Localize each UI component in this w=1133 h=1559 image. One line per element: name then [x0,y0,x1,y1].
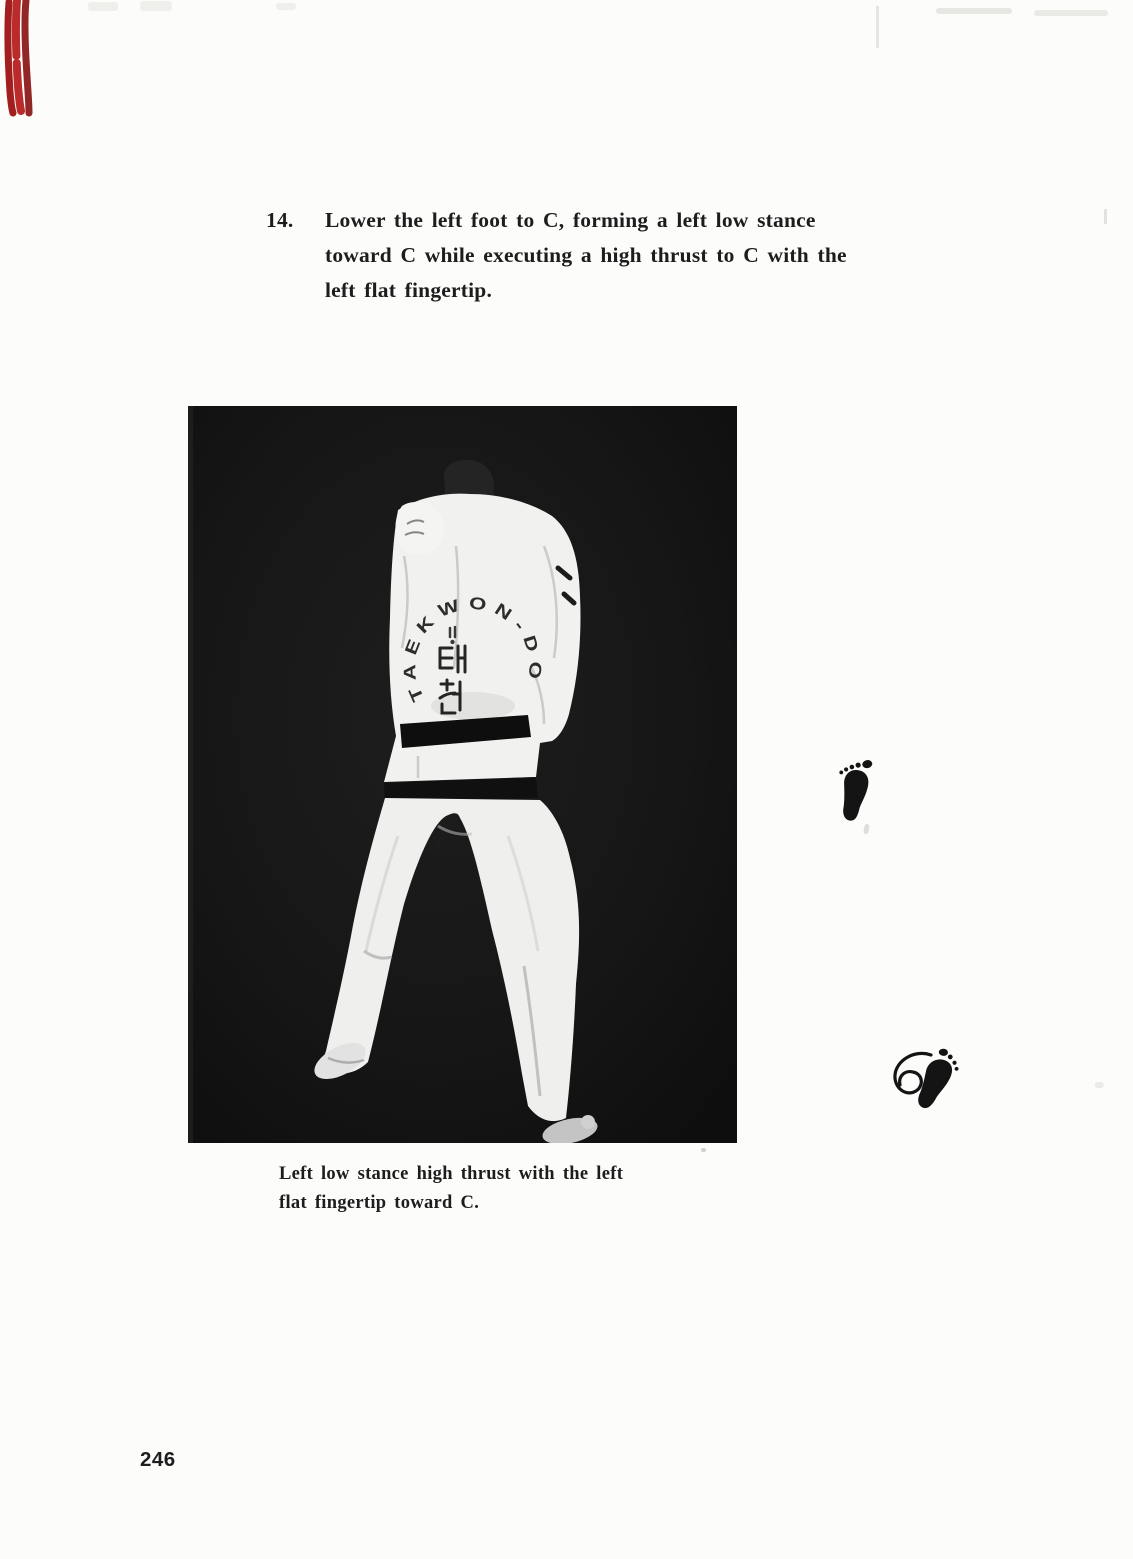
right-edge-mark [1095,1082,1104,1088]
instruction-line: Lower the left foot to C, forming a left low stance [325,208,816,232]
photo-caption [279,1160,699,1217]
red-marker-strokes [3,0,35,120]
jacket-shading [431,692,515,720]
page-number: 246 [140,1448,176,1471]
speck [701,1148,706,1152]
footprint-diagram-lower [886,1044,964,1124]
top-edge-smudge [936,8,1012,14]
caption-line: flat fingertip toward C. [279,1192,480,1213]
martial-artist-photo [188,406,737,1143]
photo-artwork [188,406,737,1143]
top-edge-smudge [88,2,118,11]
jacket-arch-text: TAEKWON-DO [400,593,546,705]
instruction-line: left flat fingertip. [325,278,493,302]
right-heel [581,1115,595,1129]
footprint-diagram-upper [830,750,880,835]
top-edge-scratch [876,6,879,48]
footprint-icon [834,756,873,822]
step-number: 14. [266,208,294,232]
caption-line: Left low stance high thrust with the left [279,1164,624,1184]
instruction-text [325,203,915,308]
right-edge-mark [1104,209,1107,224]
photo-edge [188,406,193,1143]
top-edge-smudge [140,1,172,11]
top-edge-smudge [1034,10,1108,16]
top-edge-smudge [276,3,296,10]
instruction-line: toward C while executing a high thrust to C with the [325,243,847,267]
